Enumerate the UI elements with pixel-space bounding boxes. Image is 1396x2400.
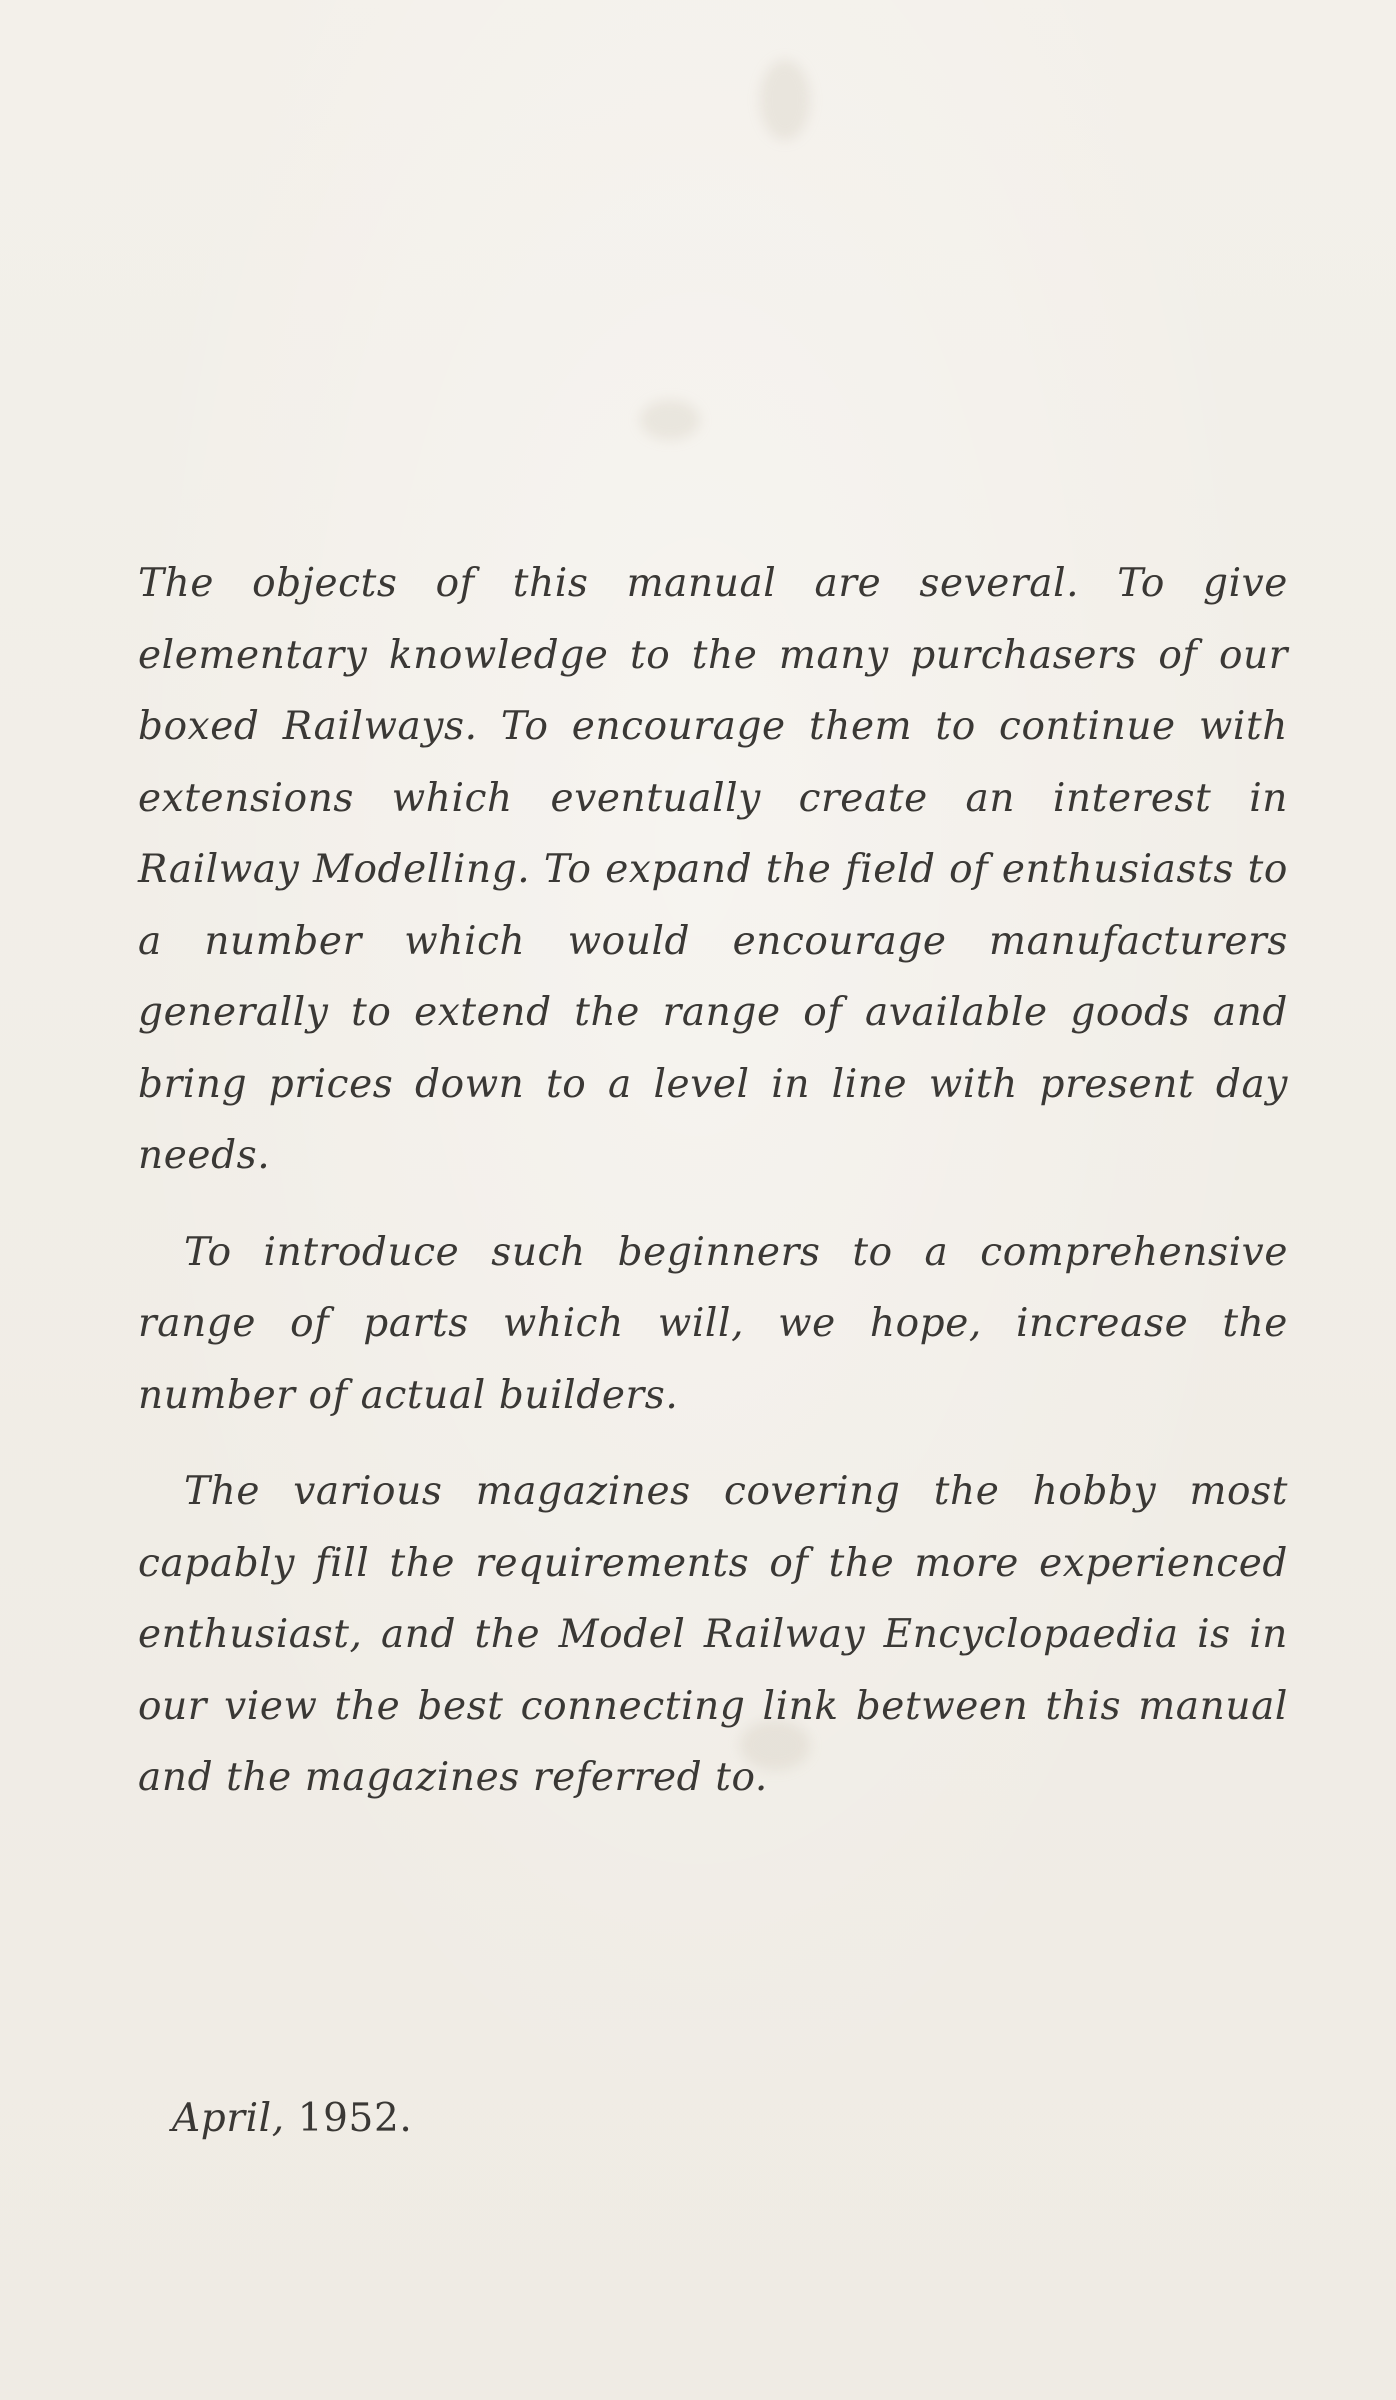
publication-date: [172, 2096, 412, 2141]
body-text: [138, 548, 1288, 1814]
paragraph-beginners: To introduce such beginners to a comprehensive range of parts which will, we hope, increase the number of actual builders.: [138, 1229, 1288, 1418]
paragraph-magazines: The various magazines covering the hobby most capably fill the requirements of the more experienced enthusiast, and the Model Railway Encyclopaedia is in our view the best connecting link between this manual and the magazines referred to.: [138, 1469, 1288, 1800]
date-year: 1952.: [297, 2096, 413, 2141]
paragraph-objects: The objects of this manual are several. To give elementary knowledge to the many purchasers of our boxed Railways. To encourage them to continue with extensions which eventually create an interest in Railway Modelling. To expand the field of enthusiasts to a number which would encourage manufacturers generally to extend the range of available goods and bring prices down to a level in line with present day needs.: [138, 561, 1288, 1178]
paper-stain: [760, 60, 810, 140]
date-month: April,: [172, 2096, 285, 2141]
paper-stain: [640, 400, 700, 440]
